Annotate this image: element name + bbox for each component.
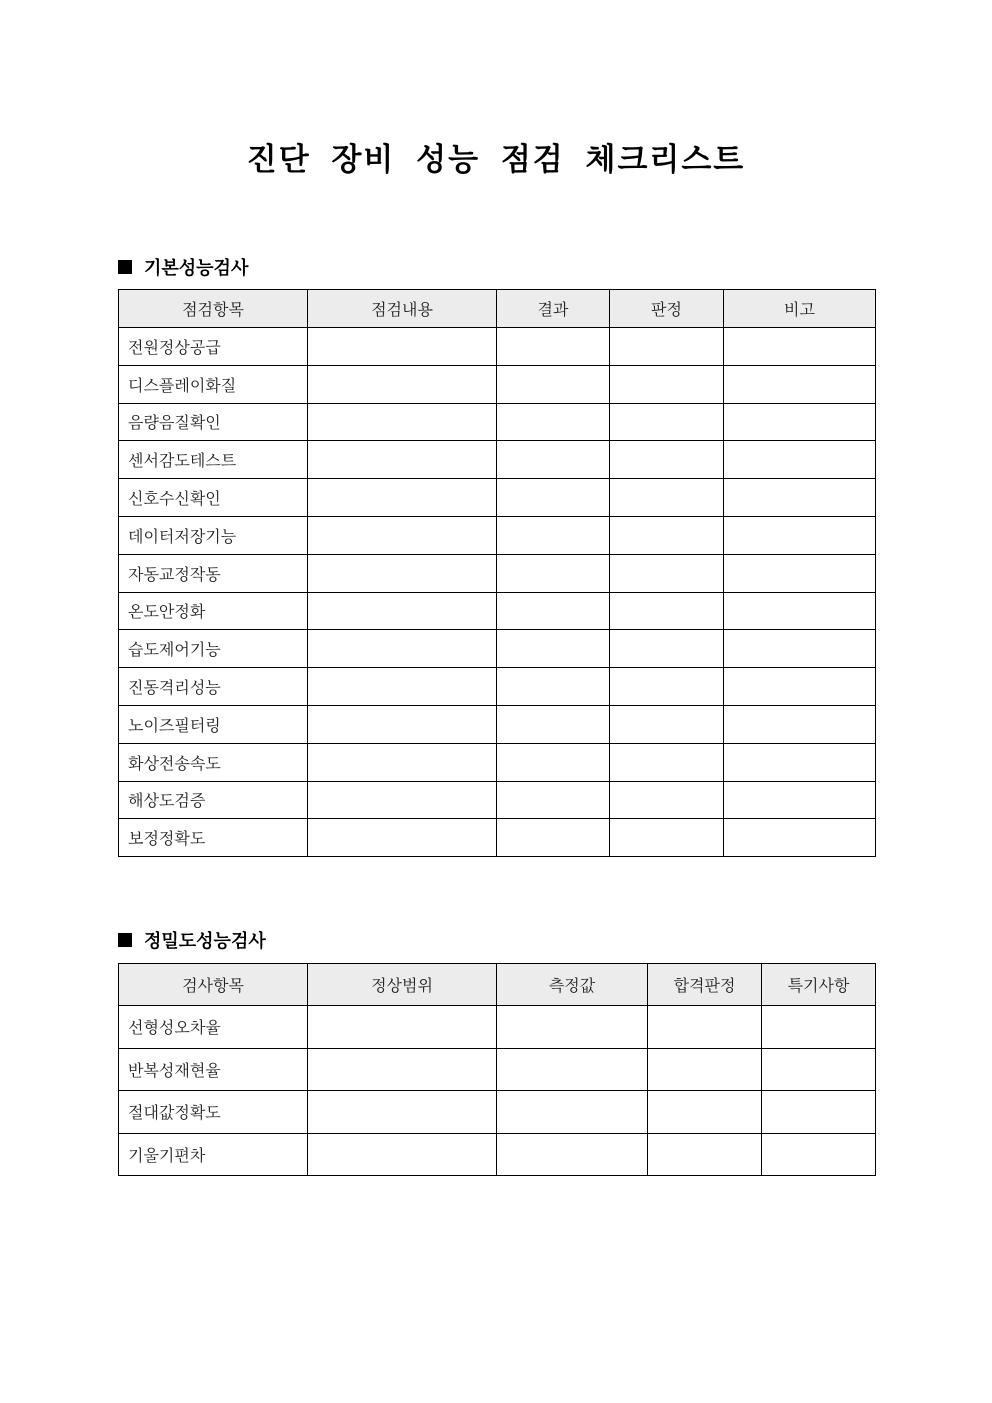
row-label: 보정정확도	[119, 819, 308, 857]
row-label: 전원정상공급	[119, 328, 308, 366]
entry-cell[interactable]	[762, 1133, 876, 1176]
row-label: 습도제어기능	[119, 630, 308, 668]
row-label: 자동교정작동	[119, 554, 308, 592]
entry-cell[interactable]	[724, 554, 876, 592]
table-row	[119, 819, 876, 857]
entry-cell[interactable]	[648, 1006, 762, 1049]
entry-cell[interactable]	[497, 516, 610, 554]
table-row	[119, 441, 876, 479]
entry-cell[interactable]	[308, 516, 497, 554]
entry-cell[interactable]	[497, 668, 610, 706]
entry-cell[interactable]	[724, 403, 876, 441]
entry-cell[interactable]	[308, 403, 497, 441]
column-header-measured-value: 측정값	[497, 964, 648, 1006]
entry-cell[interactable]	[724, 516, 876, 554]
entry-cell[interactable]	[610, 781, 724, 819]
entry-cell[interactable]	[610, 743, 724, 781]
table-header-row	[119, 964, 876, 1006]
entry-cell[interactable]	[497, 1006, 648, 1049]
entry-cell[interactable]	[724, 743, 876, 781]
column-header-notes: 특기사항	[762, 964, 876, 1006]
entry-cell[interactable]	[610, 403, 724, 441]
entry-cell[interactable]	[610, 365, 724, 403]
entry-cell[interactable]	[497, 1133, 648, 1176]
column-header-item: 검사항목	[119, 964, 308, 1006]
entry-cell[interactable]	[724, 668, 876, 706]
column-header-remarks: 비고	[724, 290, 876, 328]
table-header-row	[119, 290, 876, 328]
table-row	[119, 1006, 876, 1049]
table-row	[119, 1133, 876, 1176]
entry-cell[interactable]	[308, 1133, 497, 1176]
entry-cell[interactable]	[610, 630, 724, 668]
entry-cell[interactable]	[308, 1091, 497, 1134]
entry-cell[interactable]	[648, 1091, 762, 1134]
entry-cell[interactable]	[308, 668, 497, 706]
entry-cell[interactable]	[497, 328, 610, 366]
entry-cell[interactable]	[610, 516, 724, 554]
row-label: 디스플레이화질	[119, 365, 308, 403]
row-label: 기울기편차	[119, 1133, 308, 1176]
entry-cell[interactable]	[497, 1048, 648, 1091]
entry-cell[interactable]	[497, 781, 610, 819]
row-label: 센서감도테스트	[119, 441, 308, 479]
row-label: 선형성오차율	[119, 1006, 308, 1049]
entry-cell[interactable]	[724, 781, 876, 819]
entry-cell[interactable]	[497, 630, 610, 668]
table-row	[119, 630, 876, 668]
entry-cell[interactable]	[308, 781, 497, 819]
entry-cell[interactable]	[610, 592, 724, 630]
document-title: 진단 장비 성능 점검 체크리스트	[246, 142, 746, 178]
entry-cell[interactable]	[648, 1133, 762, 1176]
entry-cell[interactable]	[610, 479, 724, 517]
section-heading-basic	[118, 254, 248, 280]
entry-cell[interactable]	[308, 819, 497, 857]
row-label: 절대값정확도	[119, 1091, 308, 1134]
square-bullet-icon	[118, 260, 132, 274]
entry-cell[interactable]	[724, 365, 876, 403]
table-row	[119, 705, 876, 743]
column-header-normal-range: 정상범위	[308, 964, 497, 1006]
entry-cell[interactable]	[497, 743, 610, 781]
entry-cell[interactable]	[762, 1091, 876, 1134]
entry-cell[interactable]	[308, 1048, 497, 1091]
column-header-pass-judgment: 합격판정	[648, 964, 762, 1006]
entry-cell[interactable]	[308, 630, 497, 668]
row-label: 온도안정화	[119, 592, 308, 630]
entry-cell[interactable]	[497, 819, 610, 857]
column-header-content: 점검내용	[308, 290, 497, 328]
entry-cell[interactable]	[724, 630, 876, 668]
entry-cell[interactable]	[497, 365, 610, 403]
row-label: 해상도검증	[119, 781, 308, 819]
entry-cell[interactable]	[610, 441, 724, 479]
entry-cell[interactable]	[762, 1006, 876, 1049]
square-bullet-icon	[118, 933, 132, 947]
table-row	[119, 479, 876, 517]
row-label: 진동격리성능	[119, 668, 308, 706]
entry-cell[interactable]	[308, 743, 497, 781]
column-header-judgment: 판정	[610, 290, 724, 328]
column-header-item: 점검항목	[119, 290, 308, 328]
section-heading-precision	[118, 927, 266, 953]
table-row	[119, 743, 876, 781]
entry-cell[interactable]	[724, 819, 876, 857]
entry-cell[interactable]	[610, 328, 724, 366]
row-label: 데이터저장기능	[119, 516, 308, 554]
entry-cell[interactable]	[308, 479, 497, 517]
entry-cell[interactable]	[762, 1048, 876, 1091]
table-row	[119, 403, 876, 441]
entry-cell[interactable]	[497, 554, 610, 592]
entry-cell[interactable]	[497, 479, 610, 517]
entry-cell[interactable]	[308, 705, 497, 743]
entry-cell[interactable]	[724, 328, 876, 366]
precision-performance-table	[118, 963, 876, 1176]
entry-cell[interactable]	[308, 1006, 497, 1049]
row-label: 신호수신확인	[119, 479, 308, 517]
entry-cell[interactable]	[497, 592, 610, 630]
table-row	[119, 365, 876, 403]
table-row	[119, 554, 876, 592]
entry-cell[interactable]	[308, 592, 497, 630]
entry-cell[interactable]	[308, 328, 497, 366]
row-label: 반복성재현율	[119, 1048, 308, 1091]
table-row	[119, 516, 876, 554]
basic-performance-table	[118, 289, 876, 857]
entry-cell[interactable]	[497, 403, 610, 441]
section-heading-label: 정밀도성능검사	[144, 931, 266, 952]
column-header-result: 결과	[497, 290, 610, 328]
entry-cell[interactable]	[724, 705, 876, 743]
entry-cell[interactable]	[497, 705, 610, 743]
entry-cell[interactable]	[308, 554, 497, 592]
row-label: 음량음질확인	[119, 403, 308, 441]
entry-cell[interactable]	[497, 441, 610, 479]
row-label: 화상전송속도	[119, 743, 308, 781]
table-row	[119, 781, 876, 819]
entry-cell[interactable]	[308, 441, 497, 479]
section-heading-label: 기본성능검사	[144, 258, 249, 279]
entry-cell[interactable]	[724, 592, 876, 630]
row-label: 노이즈필터링	[119, 705, 308, 743]
table-row	[119, 1048, 876, 1091]
entry-cell[interactable]	[610, 554, 724, 592]
entry-cell[interactable]	[724, 479, 876, 517]
entry-cell[interactable]	[610, 819, 724, 857]
entry-cell[interactable]	[610, 705, 724, 743]
table-row	[119, 668, 876, 706]
table-row	[119, 328, 876, 366]
entry-cell[interactable]	[610, 668, 724, 706]
entry-cell[interactable]	[497, 1091, 648, 1134]
entry-cell[interactable]	[724, 441, 876, 479]
entry-cell[interactable]	[648, 1048, 762, 1091]
entry-cell[interactable]	[308, 365, 497, 403]
table-row	[119, 1091, 876, 1134]
table-row	[119, 592, 876, 630]
